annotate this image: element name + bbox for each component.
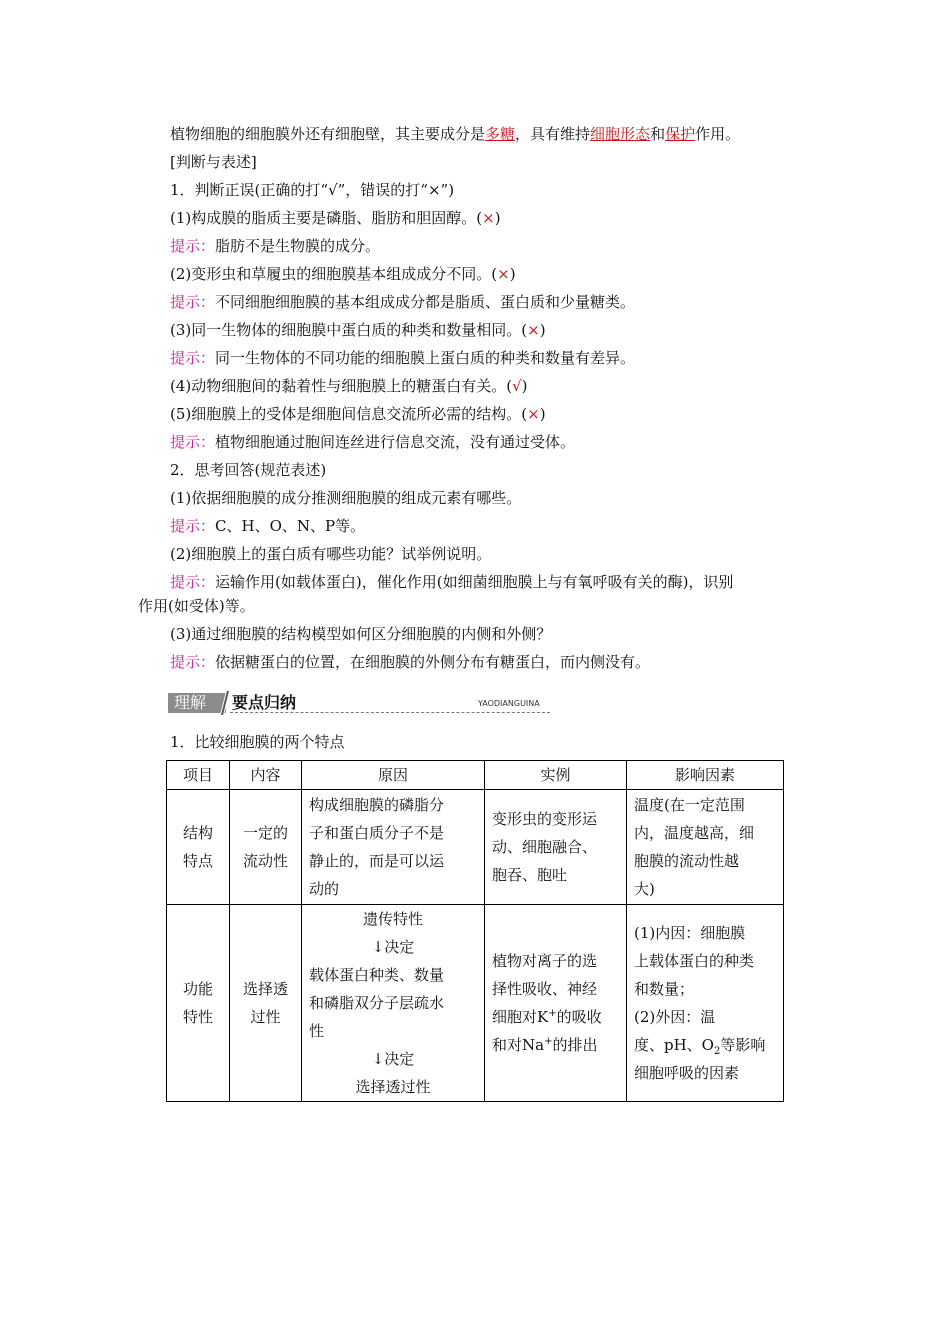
header-reason: 原因: [302, 761, 485, 790]
question-1-title: 1．判断正误(正确的打“√”，错误的打“×”): [170, 181, 455, 199]
hint-label: 提示：: [170, 653, 216, 671]
intro-paragraph: 植物细胞的细胞膜外还有细胞壁，其主要成分是多糖，具有维持细胞形态和保护作用。: [170, 125, 741, 143]
table-header-row: [167, 761, 784, 790]
cell-example: 植物对离子的选 择性吸收、神经 细胞对K+的吸收 和对Na+的排出: [485, 905, 627, 1102]
hint-label: 提示：: [170, 573, 216, 591]
table-row: [167, 905, 784, 1102]
table-row: [167, 790, 784, 905]
think-question: (1)依据细胞膜的成分推测细胞膜的组成元素有哪些。: [170, 489, 522, 507]
judge-item: (3)同一生物体的细胞膜中蛋白质的种类和数量相同。(×): [170, 321, 546, 339]
judge-item: (2)变形虫和草履虫的细胞膜基本组成成分不同。(×): [170, 265, 516, 283]
cell-content: 选择透 过性: [230, 905, 302, 1102]
hint-label: 提示：: [170, 237, 216, 255]
cross-mark: ×: [527, 321, 540, 339]
down-arrow-icon: ↓决定: [371, 938, 415, 956]
cell-content: 一定的 流动性: [230, 790, 302, 905]
judge-item: (4)动物细胞间的黏着性与细胞膜上的糖蛋白有关。(√): [170, 377, 528, 395]
hint-line: 提示：同一生物体的不同功能的细胞膜上蛋白质的种类和数量有差异。: [170, 349, 636, 367]
reason-top: 遗传特性: [362, 910, 423, 928]
banner-label-box: 理解: [168, 693, 226, 713]
keyword-protection: 保护: [665, 125, 696, 143]
think-question: (2)细胞膜上的蛋白质有哪些功能？试举例说明。: [170, 545, 492, 563]
keyword-cell-shape: 细胞形态: [590, 125, 651, 143]
hint-line: 提示：脂肪不是生物膜的成分。: [170, 237, 381, 255]
banner-pinyin: YAODIANGUINA: [478, 699, 540, 708]
cell-reason: [302, 905, 485, 1102]
header-content: 内容: [230, 761, 302, 790]
cell-item: 功能 特性: [167, 905, 230, 1102]
hint-line-continued: 作用(如受体)等。: [138, 597, 255, 615]
judge-item: (5)细胞膜上的受体是细胞间信息交流所必需的结构。(×): [170, 405, 546, 423]
section-heading-judge: [判断与表述]: [170, 153, 257, 171]
hint-label: 提示：: [170, 349, 216, 367]
cell-factor: (1)内因：细胞膜 上载体蛋白的种类 和数量； (2)外因：温 度、pH、$O_2$等影响 细胞呼吸的因素: [627, 905, 784, 1102]
cross-mark: ×: [527, 405, 540, 423]
down-arrow-icon: ↓决定: [371, 1050, 415, 1068]
comparison-table: [166, 760, 784, 1102]
hint-line: 提示：植物细胞通过胞间连丝进行信息交流，没有通过受体。: [170, 433, 576, 451]
banner-title: 要点归纳: [232, 693, 297, 712]
hint-line: 提示：依据糖蛋白的位置，在细胞膜的外侧分布有糖蛋白，而内侧没有。: [170, 653, 651, 671]
cell-example: 变形虫的变形运 动、细胞融合、 胞吞、胞吐: [485, 790, 627, 905]
section-banner: [168, 691, 550, 717]
hint-line: 提示：不同细胞细胞膜的基本组成成分都是脂质、蛋白质和少量糖类。: [170, 293, 636, 311]
hint-line: 提示：C、H、O、N、P等。: [170, 517, 366, 535]
banner-slash-icon: [220, 691, 230, 715]
think-question: (3)通过细胞膜的结构模型如何区分细胞膜的内侧和外侧？: [170, 625, 552, 643]
cross-mark: ×: [482, 209, 495, 227]
check-mark: √: [512, 377, 522, 395]
question-2-title: 2．思考回答(规范表述): [170, 461, 327, 479]
hint-label: 提示：: [170, 433, 216, 451]
banner-dashed-rule: [230, 712, 550, 713]
cross-mark: ×: [497, 265, 510, 283]
header-example: 实例: [485, 761, 627, 790]
table-title: 1．比较细胞膜的两个特点: [170, 733, 345, 751]
reason-middle: 载体蛋白种类、数量 和磷脂双分子层疏水 性: [309, 966, 445, 1040]
hint-label: 提示：: [170, 293, 216, 311]
keyword-polysaccharide: 多糖: [485, 125, 516, 143]
cell-factor: 温度(在一定范围 内，温度越高，细 胞膜的流动性越 大): [627, 790, 784, 905]
hint-label: 提示：: [170, 517, 216, 535]
judge-item: (1)构成膜的脂质主要是磷脂、脂肪和胆固醇。(×): [170, 209, 501, 227]
header-item: 项目: [167, 761, 230, 790]
reason-bottom: 选择透过性: [355, 1078, 431, 1096]
header-factor: 影响因素: [627, 761, 784, 790]
hint-line: 提示：运输作用(如载体蛋白)，催化作用(如细菌细胞膜上与有氧呼吸有关的酶)，识别: [170, 573, 734, 591]
cell-item: 结构 特点: [167, 790, 230, 905]
cell-reason: 构成细胞膜的磷脂分 子和蛋白质分子不是 静止的，而是可以运 动的: [302, 790, 485, 905]
